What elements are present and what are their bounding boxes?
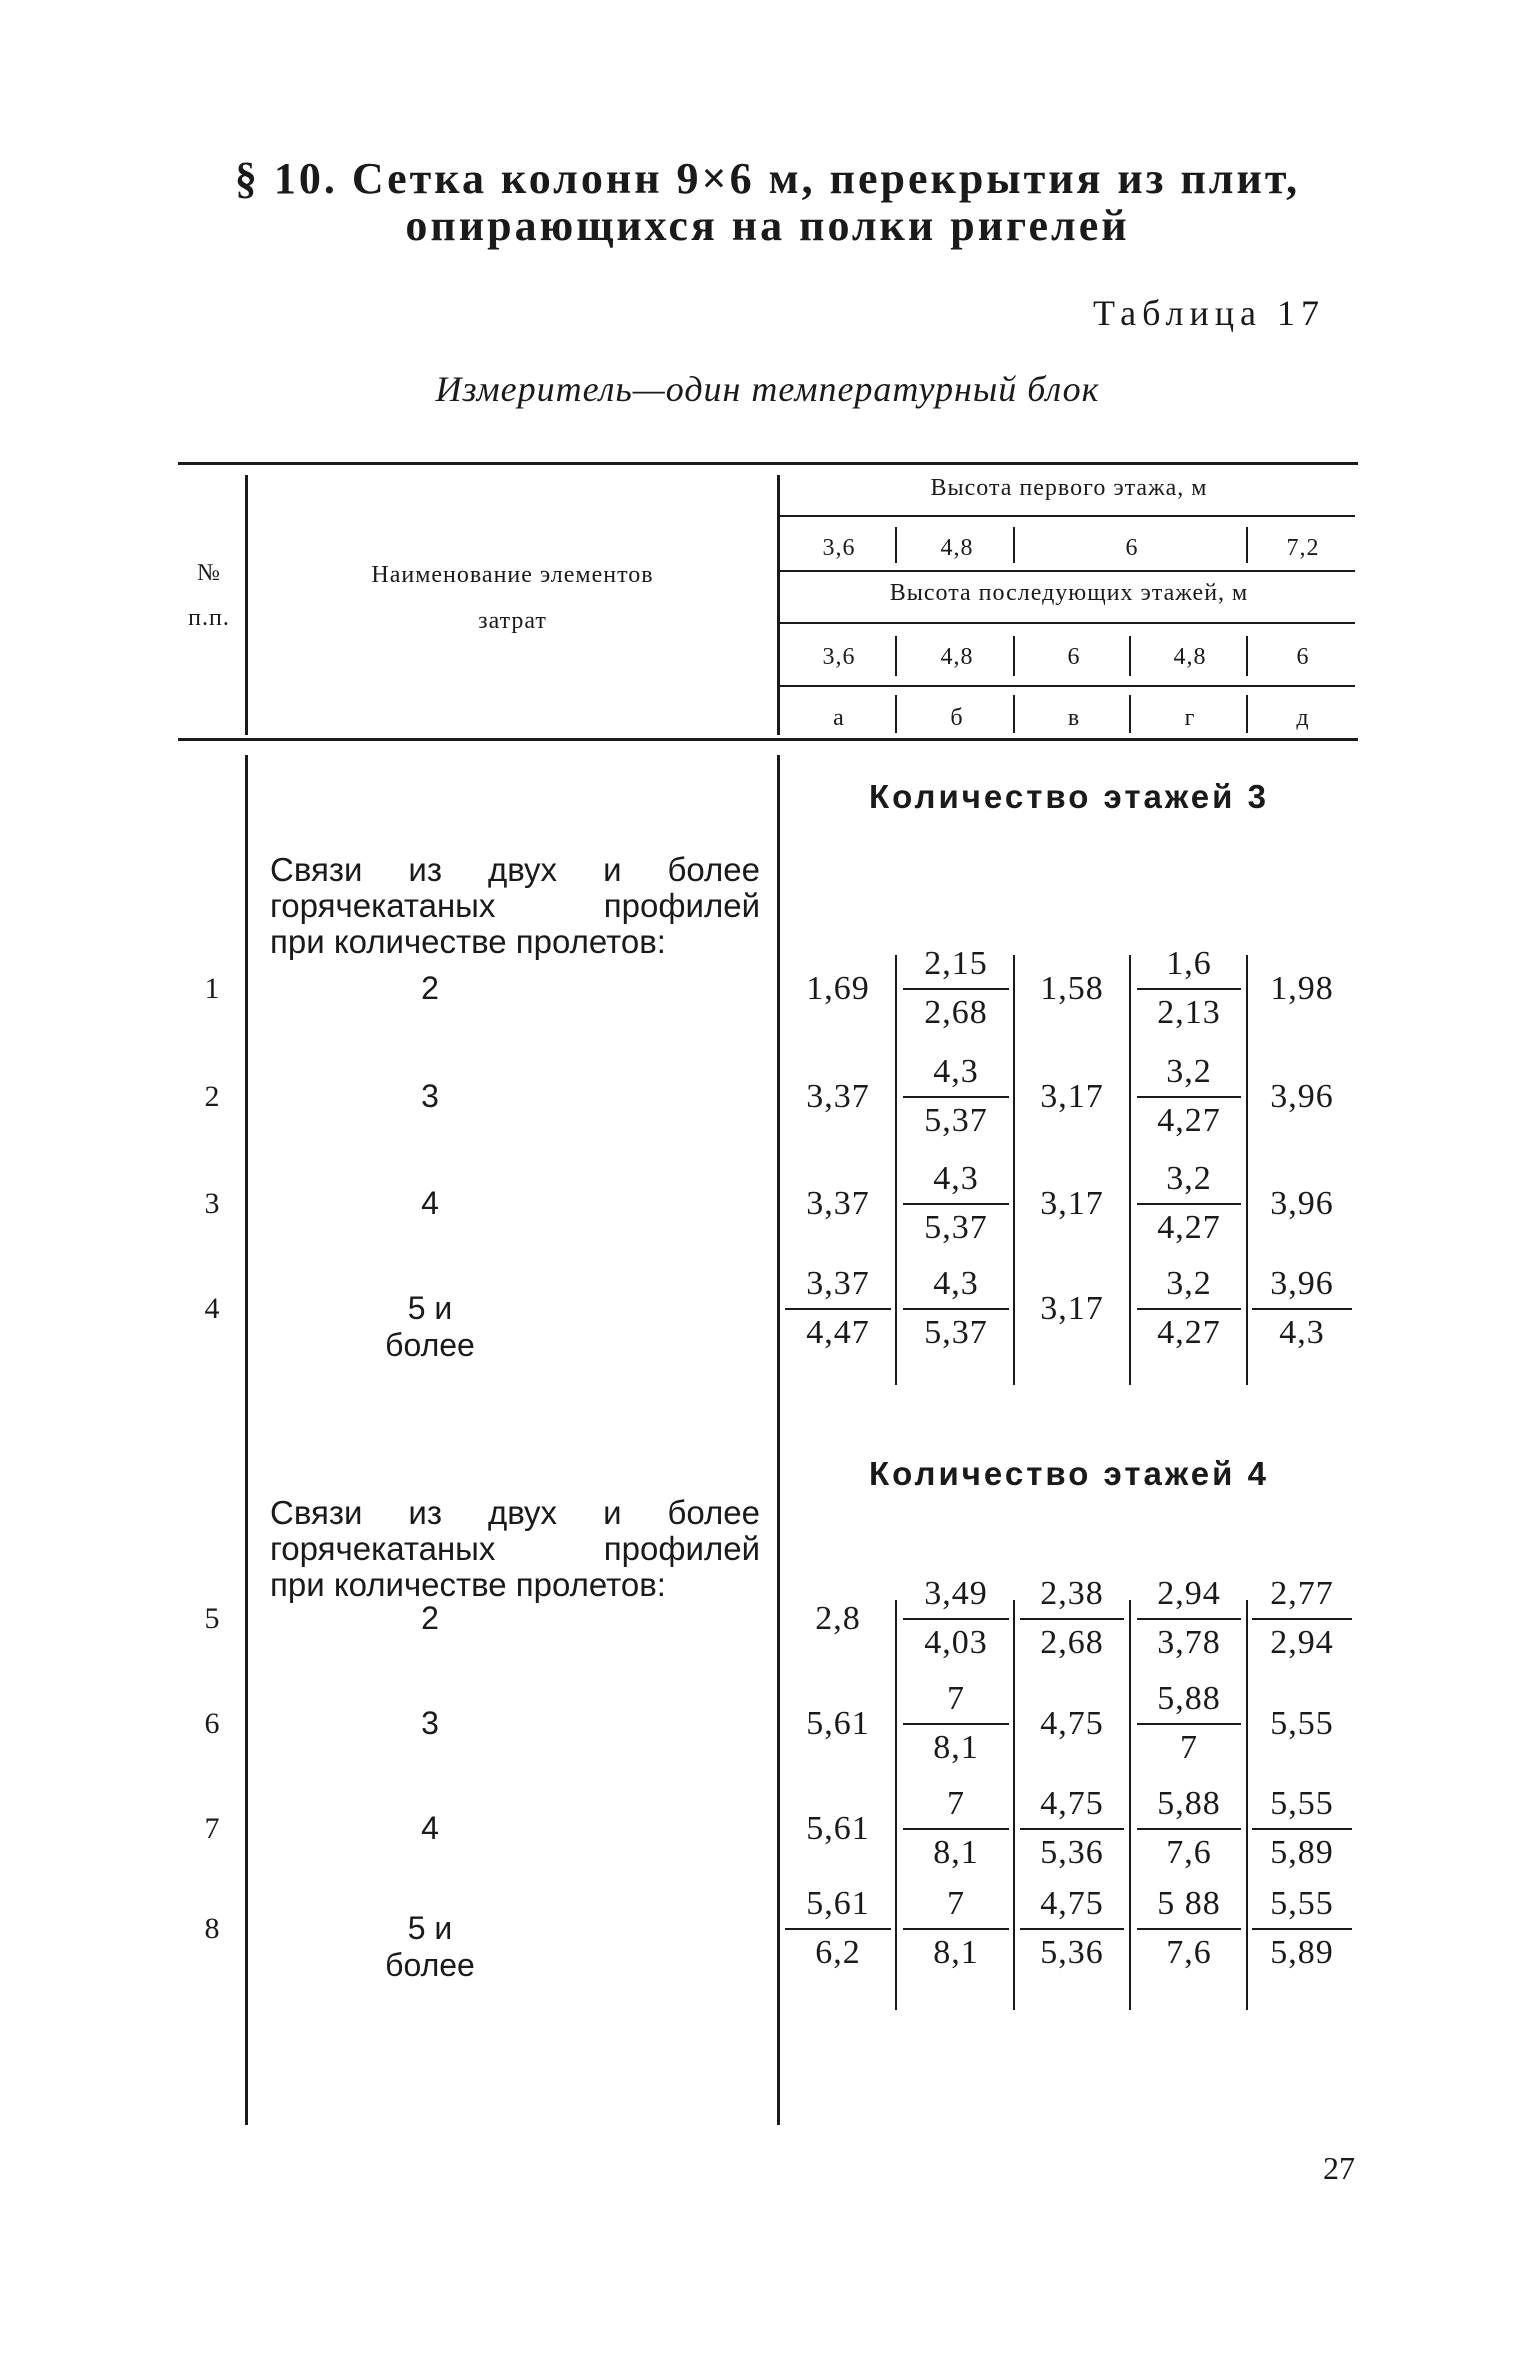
cell-value: 4,75	[1040, 1705, 1104, 1742]
cell-denominator: 2,68	[924, 994, 988, 1031]
cell-denominator: 7,6	[1166, 1834, 1212, 1871]
fraction-bar	[903, 988, 1009, 990]
col-sep-ab-2	[895, 1600, 897, 2010]
fraction-bar	[903, 1828, 1009, 1830]
fraction-bar	[903, 1618, 1009, 1620]
cell-denominator: 5,89	[1270, 1834, 1334, 1871]
next-floors-header: Высота последующих этажей, м	[889, 580, 1249, 606]
hdr-tick-g	[1246, 636, 1248, 676]
first-val-3: 6	[1125, 535, 1139, 561]
hdr-tick-h	[895, 695, 897, 733]
section-desc-1-line2: горячекатаных профилей	[270, 887, 760, 924]
cell-numerator: 5 88	[1157, 1885, 1221, 1922]
cell-numerator: 7	[947, 1885, 965, 1922]
section-title-3: Количество этажей 3	[869, 778, 1269, 815]
next-val-1: 3,6	[822, 644, 856, 670]
first-val-4: 7,2	[1286, 535, 1320, 561]
cell-numerator: 3,37	[806, 1265, 870, 1302]
cell-value: 1,58	[1040, 970, 1104, 1007]
cell-numerator: 4,3	[933, 1265, 979, 1302]
cell-numerator: 2,38	[1040, 1575, 1104, 1612]
cell-numerator: 3,96	[1270, 1265, 1334, 1302]
fraction-bar	[903, 1723, 1009, 1725]
cell-numerator: 5,61	[806, 1885, 870, 1922]
cell-numerator: 7	[947, 1785, 965, 1822]
cell-denominator: 4,03	[924, 1624, 988, 1661]
fraction-bar	[903, 1928, 1009, 1930]
next-val-3: 6	[1067, 644, 1081, 670]
next-val-2: 4,8	[940, 644, 974, 670]
cell-denominator: 7,6	[1166, 1934, 1212, 1971]
row-name: 4	[421, 1185, 439, 1221]
cell-value: 3,96	[1270, 1078, 1334, 1115]
col-sep-vg-1	[1129, 955, 1131, 1385]
row-number: 4	[204, 1292, 220, 1325]
letter-d: д	[1296, 705, 1310, 731]
section-desc-1-line1: Связи из двух и более	[270, 851, 760, 888]
row-number: 7	[204, 1812, 220, 1845]
next-val-4: 4,8	[1173, 644, 1207, 670]
row-name: 5 и более	[385, 1290, 475, 1363]
cell-numerator: 3,2	[1166, 1160, 1212, 1197]
hdr-tick-b	[1013, 527, 1015, 563]
cell-denominator: 6,2	[815, 1934, 861, 1971]
section-title-4: Количество этажей 4	[869, 1455, 1269, 1492]
cell-denominator: 5,37	[924, 1314, 988, 1351]
cell-numerator: 4,75	[1040, 1885, 1104, 1922]
fraction-bar	[1137, 1203, 1241, 1205]
name-col-header-2: затрат	[478, 608, 547, 634]
section-heading-line1: § 10. Сетка колонн 9×6 м, перекрытия из плит,	[234, 154, 1301, 203]
cell-numerator: 3,49	[924, 1575, 988, 1612]
cell-denominator: 4,27	[1157, 1314, 1221, 1351]
col-sep-vg-2	[1129, 1600, 1131, 2010]
page-number: 27	[1323, 2150, 1355, 2186]
fraction-bar	[1137, 1308, 1241, 1310]
cell-numerator: 4,75	[1040, 1785, 1104, 1822]
section-desc-1-line3: при количестве пролетов:	[270, 923, 666, 960]
row-number: 8	[204, 1912, 220, 1945]
letter-g: г	[1184, 705, 1196, 731]
first-val-1: 3,6	[822, 535, 856, 561]
fraction-bar	[1020, 1928, 1124, 1930]
fraction-bar	[785, 1308, 891, 1310]
col-sep-bv-2	[1013, 1600, 1015, 2010]
cell-denominator: 8,1	[933, 1834, 979, 1871]
first-floor-header: Высота первого этажа, м	[930, 475, 1208, 501]
cell-denominator: 2,68	[1040, 1624, 1104, 1661]
row-number: 3	[204, 1187, 220, 1220]
row-number: 2	[204, 1080, 220, 1113]
cell-denominator: 5,89	[1270, 1934, 1334, 1971]
cell-denominator: 5,37	[924, 1102, 988, 1139]
cell-denominator: 8,1	[933, 1934, 979, 1971]
cell-numerator: 3,2	[1166, 1265, 1212, 1302]
fraction-bar	[1137, 1096, 1241, 1098]
hdr-tick-f	[1129, 636, 1131, 676]
cell-numerator: 4,3	[933, 1053, 979, 1090]
fraction-bar	[1137, 1723, 1241, 1725]
num-col-header: №	[197, 560, 221, 586]
fraction-bar	[1252, 1618, 1352, 1620]
fraction-bar	[1252, 1928, 1352, 1930]
hdr-tick-j	[1129, 695, 1131, 733]
rule-next-vals	[780, 685, 1355, 687]
fraction-bar	[1020, 1828, 1124, 1830]
fraction-bar	[903, 1203, 1009, 1205]
first-val-2: 4,8	[940, 535, 974, 561]
next-val-5: 6	[1296, 644, 1310, 670]
hdr-tick-d	[895, 636, 897, 676]
table-label: Таблица 17	[1093, 293, 1325, 333]
cell-denominator: 4,27	[1157, 1102, 1221, 1139]
section-desc-2-line1: Связи из двух и более	[270, 1494, 760, 1531]
header-bottom-rule	[178, 738, 1358, 741]
row-name: 3	[421, 1078, 439, 1114]
fraction-bar	[1252, 1308, 1352, 1310]
body-divider-2	[777, 755, 780, 2125]
cell-numerator: 5,88	[1157, 1785, 1221, 1822]
cell-denominator: 4,47	[806, 1314, 870, 1351]
num-col-header-2: п.п.	[188, 605, 230, 631]
cell-numerator: 1,6	[1166, 945, 1212, 982]
cell-value: 1,69	[806, 970, 870, 1007]
cell-numerator: 5,55	[1270, 1785, 1334, 1822]
cell-denominator: 5,36	[1040, 1934, 1104, 1971]
cell-value: 3,96	[1270, 1185, 1334, 1222]
cell-value: 3,17	[1040, 1078, 1104, 1115]
col-sep-bv-1	[1013, 955, 1015, 1385]
row-number: 6	[204, 1707, 220, 1740]
cell-denominator: 7	[1180, 1729, 1198, 1766]
rule-first-vals	[780, 570, 1355, 572]
hdr-tick-i	[1013, 695, 1015, 733]
cell-denominator: 3,78	[1157, 1624, 1221, 1661]
col-sep-ab-1	[895, 955, 897, 1385]
cell-value: 5,61	[806, 1705, 870, 1742]
cell-value: 5,55	[1270, 1705, 1334, 1742]
letter-v: в	[1067, 705, 1081, 731]
section-desc-2-line3: при количестве пролетов:	[270, 1566, 666, 1603]
row-number: 5	[204, 1602, 220, 1635]
cell-value: 3,17	[1040, 1290, 1104, 1327]
cell-value: 3,37	[806, 1185, 870, 1222]
cell-numerator: 2,15	[924, 945, 988, 982]
letter-a: а	[833, 705, 845, 731]
fraction-bar	[1137, 1928, 1241, 1930]
cell-value: 3,37	[806, 1078, 870, 1115]
cell-value: 5,61	[806, 1810, 870, 1847]
fraction-bar	[1137, 1618, 1241, 1620]
table-top-rule	[178, 462, 1358, 465]
hdr-tick-e	[1013, 636, 1015, 676]
hdr-tick-k	[1246, 695, 1248, 733]
hdr-tick-c	[1246, 527, 1248, 563]
cell-denominator: 8,1	[933, 1729, 979, 1766]
letter-b: б	[950, 705, 964, 731]
cell-denominator: 4,27	[1157, 1209, 1221, 1246]
cell-numerator: 5,88	[1157, 1680, 1221, 1717]
row-name: 2	[421, 970, 439, 1006]
cell-value: 1,98	[1270, 970, 1334, 1007]
row-name: 4	[421, 1810, 439, 1846]
hdr-tick-a	[895, 527, 897, 563]
cell-value: 2,8	[815, 1600, 861, 1637]
cell-denominator: 5,37	[924, 1209, 988, 1246]
row-name: 3	[421, 1705, 439, 1741]
unit-note: Измеритель—один температурный блок	[435, 369, 1100, 409]
cell-denominator: 2,94	[1270, 1624, 1334, 1661]
cell-numerator: 7	[947, 1680, 965, 1717]
row-number: 1	[204, 972, 220, 1005]
fraction-bar	[785, 1928, 891, 1930]
cell-value: 3,17	[1040, 1185, 1104, 1222]
row-name: 2	[421, 1600, 439, 1636]
cell-numerator: 4,3	[933, 1160, 979, 1197]
rule-next	[780, 622, 1355, 624]
fraction-bar	[1137, 1828, 1241, 1830]
fraction-bar	[1137, 988, 1241, 990]
section-desc-2-line2: горячекатаных профилей	[270, 1530, 760, 1567]
rule-first	[780, 515, 1355, 517]
cell-numerator: 3,2	[1166, 1053, 1212, 1090]
cell-numerator: 5,55	[1270, 1885, 1334, 1922]
name-col-header: Наименование элементов	[371, 562, 654, 588]
fraction-bar	[1252, 1828, 1352, 1830]
cell-denominator: 5,36	[1040, 1834, 1104, 1871]
body-divider-1	[245, 755, 248, 2125]
section-heading-line2: опирающихся на полки ригелей	[405, 201, 1130, 250]
cell-denominator: 2,13	[1157, 994, 1221, 1031]
fraction-bar	[903, 1308, 1009, 1310]
cell-numerator: 2,94	[1157, 1575, 1221, 1612]
row-name: 5 и более	[385, 1910, 475, 1983]
fraction-bar	[903, 1096, 1009, 1098]
cell-numerator: 2,77	[1270, 1575, 1334, 1612]
fraction-bar	[1020, 1618, 1124, 1620]
cell-denominator: 4,3	[1279, 1314, 1325, 1351]
